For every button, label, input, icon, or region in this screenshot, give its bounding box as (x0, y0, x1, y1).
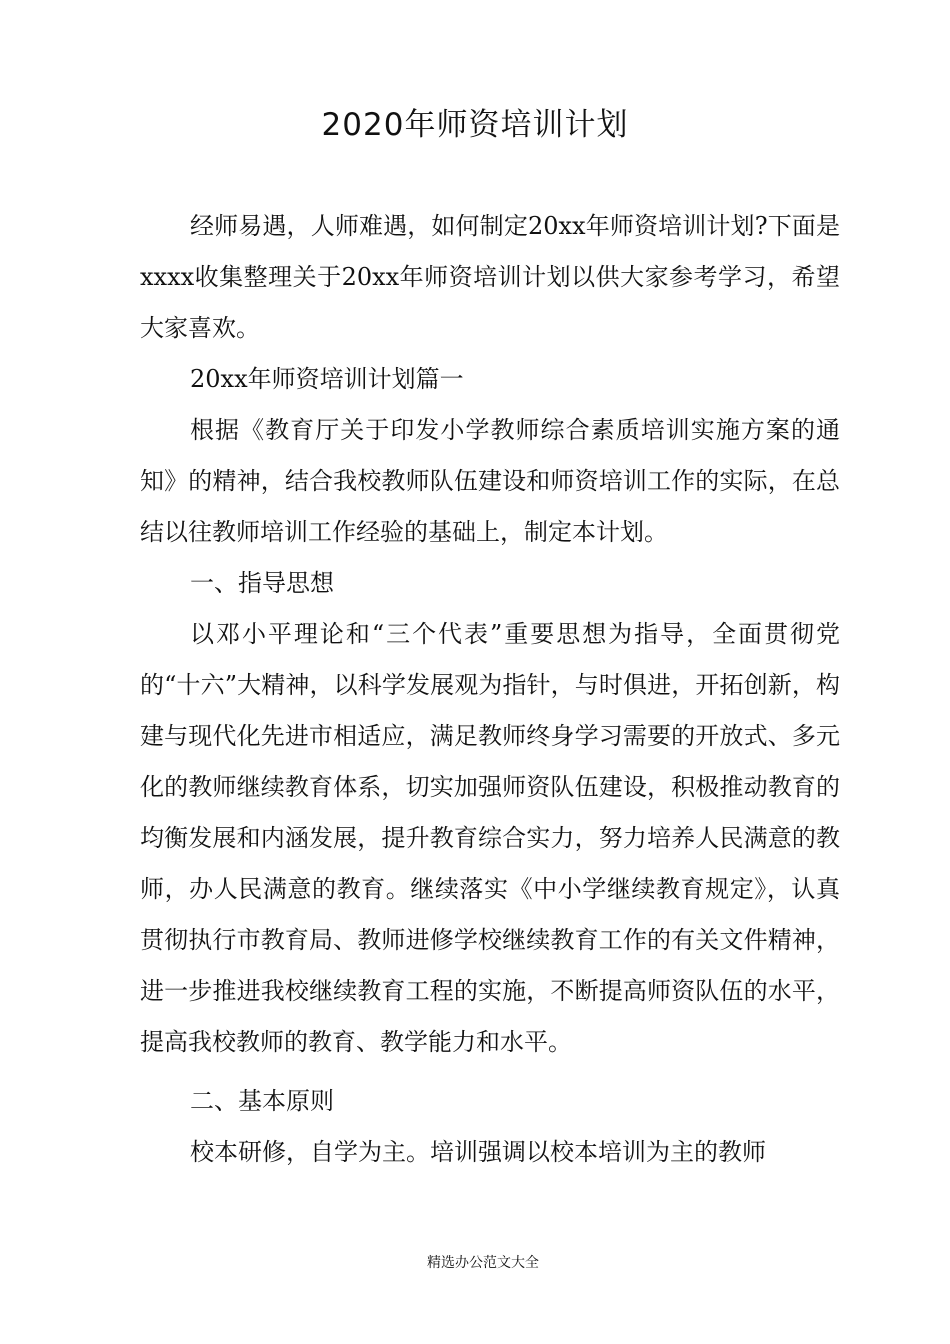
section-heading-guiding-ideology: 一、指导思想 (190, 569, 334, 597)
section-heading-part-one: 20xx年师资培训计划篇一 (190, 365, 464, 393)
section-heading-basic-principles: 二、基本原则 (190, 1087, 334, 1115)
basis-paragraph: 根据《教育厅关于印发小学教师综合素质培训实施方案的通知》的精神，结合我校教师队伍建设和师资培训工作的实际，在总结以往教师培训工作经验的基础上，制定本计划。 (140, 416, 840, 546)
page-footer: 精选办公范文大全 (427, 1255, 539, 1271)
document-title: 2020年师资培训计划 (321, 107, 629, 143)
document-body (140, 201, 840, 1178)
guiding-ideology-paragraph: 以邓小平理论和“三个代表”重要思想为指导，全面贯彻党的“十六”大精神，以科学发展观为指针，与时俱进，开拓创新，构建与现代化先进市相适应，满足教师终身学习需要的开放式、多元化的教师继续教育体系，切实加强师资队伍建设，积极推动教育的均衡发展和内涵发展，提升教育综合实力，努力培养人民满意的教师，办人民满意的教育。继续落实《中小学继续教育规定》，认真贯彻执行市教育局、教师进修学校继续教育工作的有关文件精神，进一步推进我校继续教育工程的实施，不断提高师资队伍的水平，提高我校教师的教育、教学能力和水平。 (140, 620, 840, 1056)
intro-paragraph: 经师易遇，人师难遇，如何制定20xx年师资培训计划?下面是xxxx收集整理关于20xx年师资培训计划以供大家参考学习，希望大家喜欢。 (140, 212, 840, 342)
basic-principles-paragraph: 校本研修，自学为主。培训强调以校本培训为主的教师 (190, 1138, 766, 1166)
